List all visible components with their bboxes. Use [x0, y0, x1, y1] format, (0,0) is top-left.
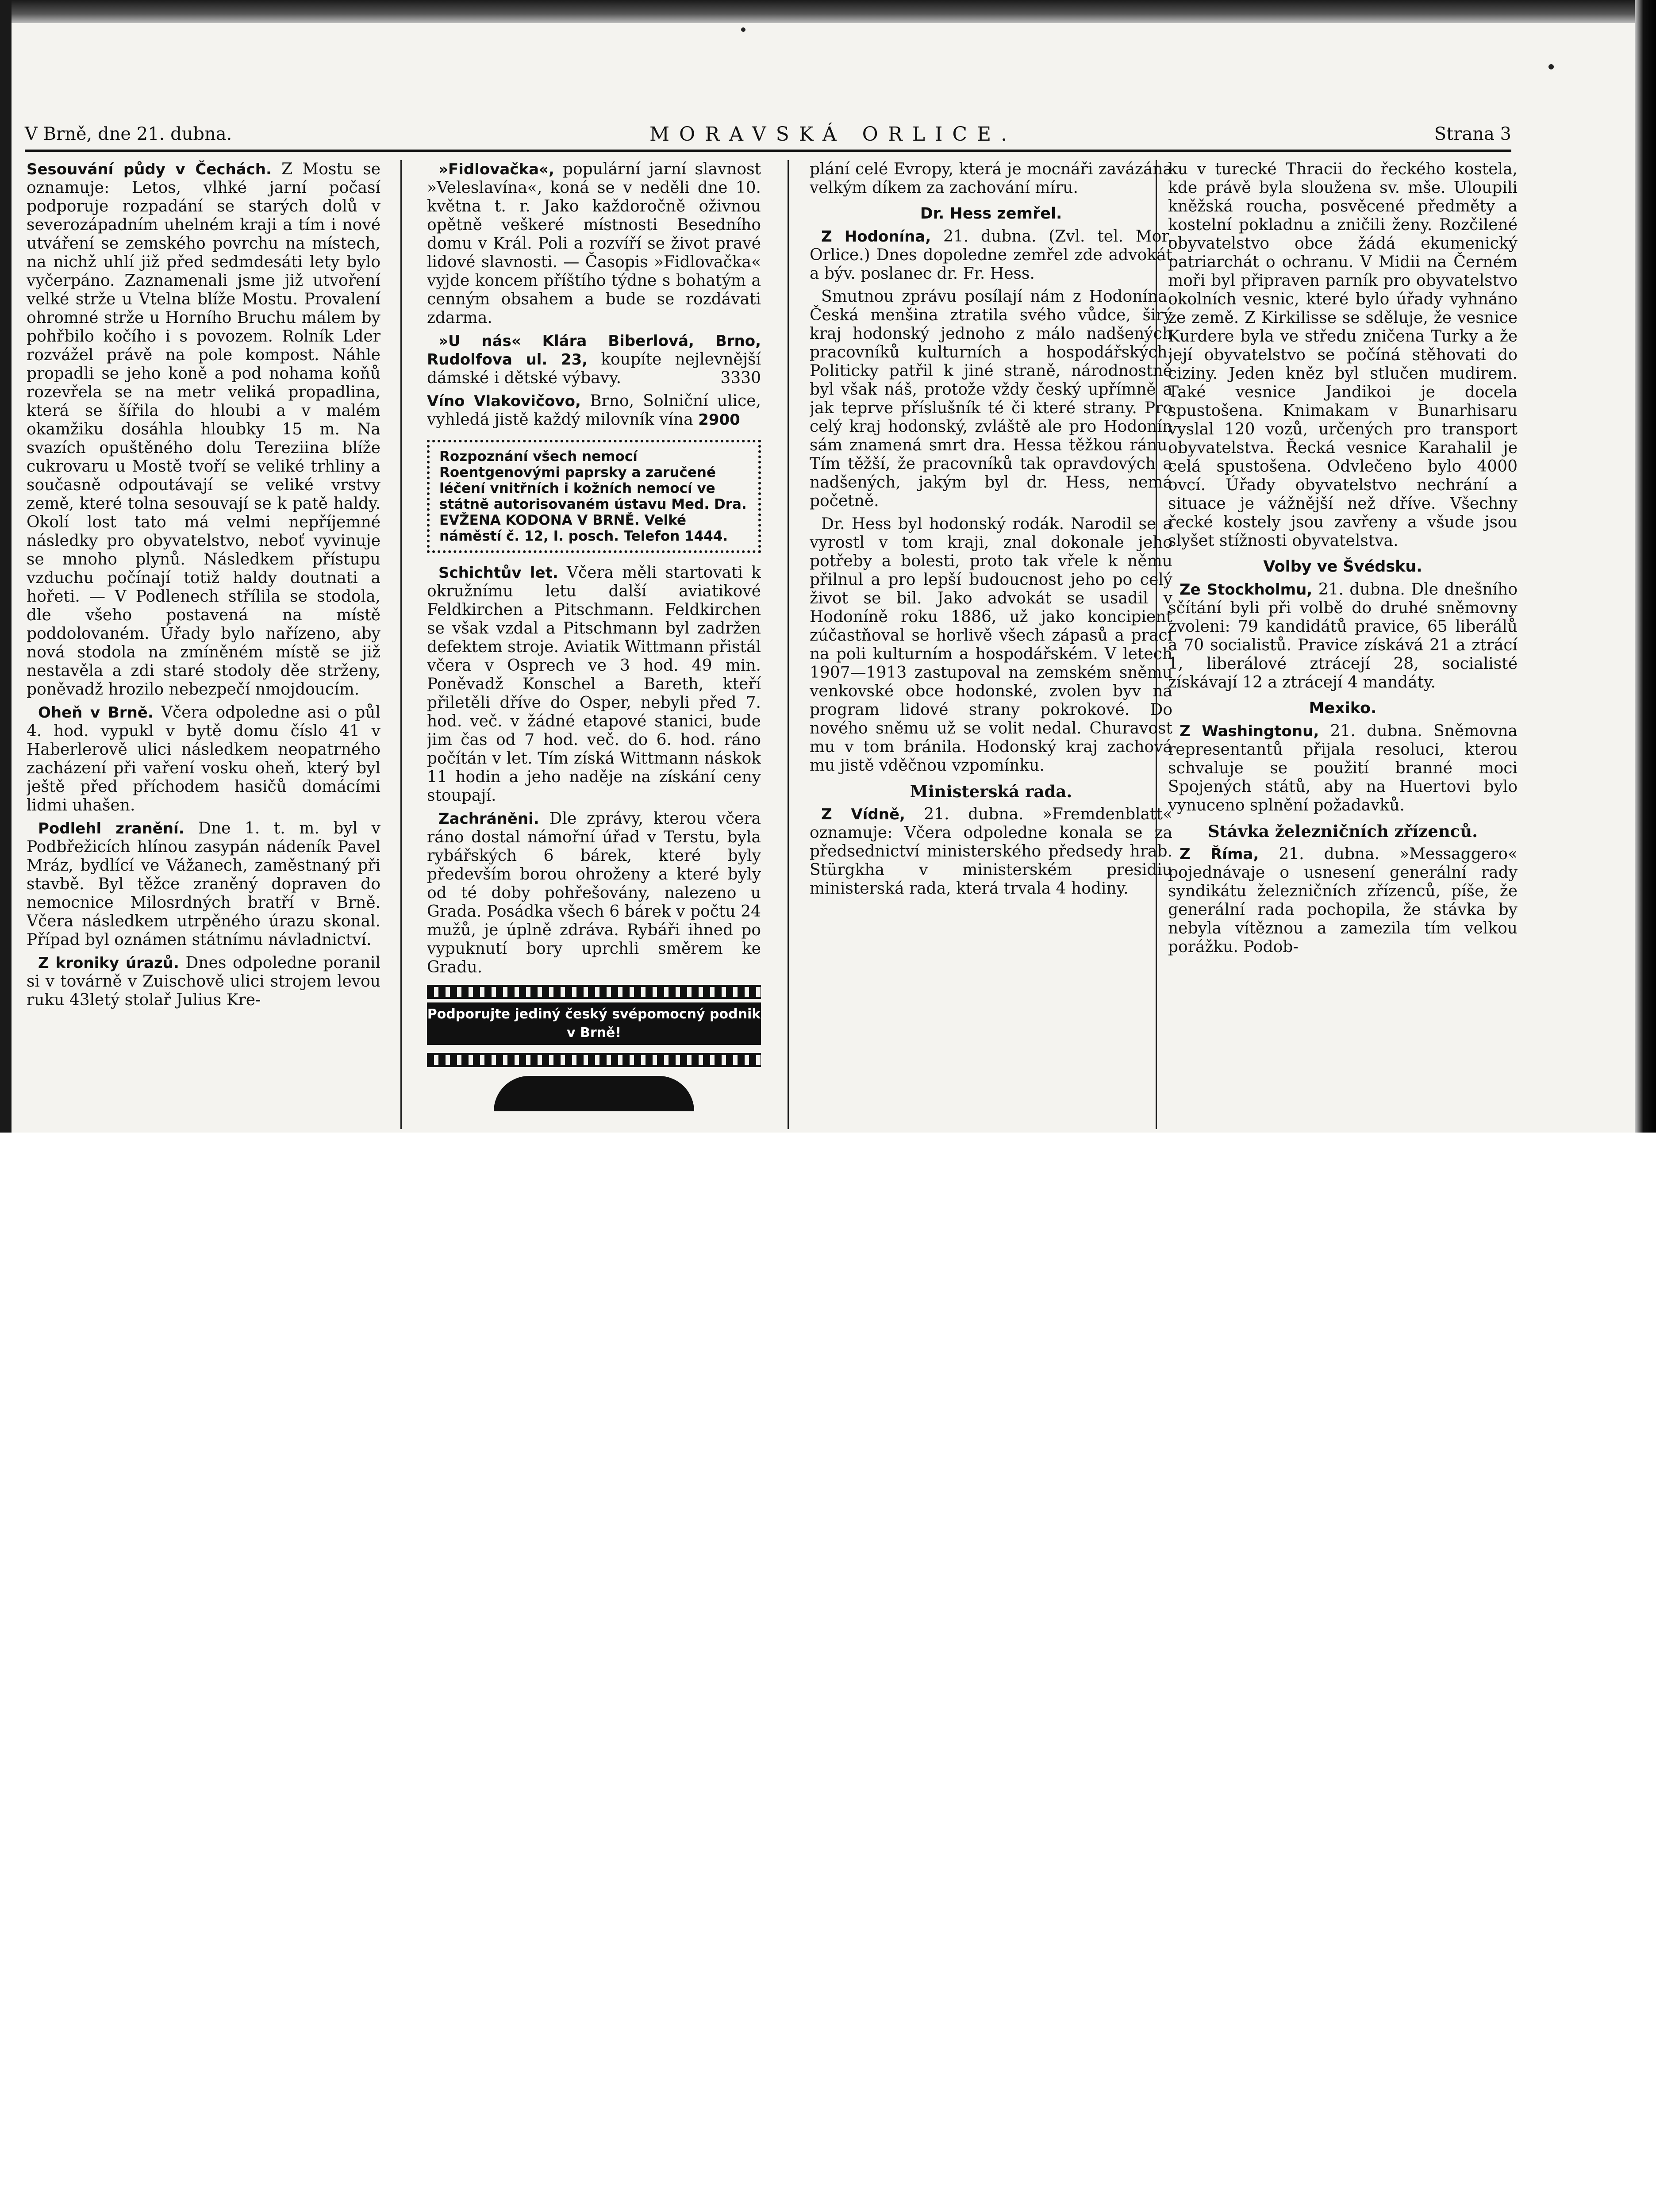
dust-speck	[1548, 64, 1554, 69]
article-hess-biography: Dr. Hess byl hodonský rodák. Narodil se a vyrostl v tom kraji, znal dokonale jeho potřeby a bolesti, proto tak vřele k němu přilnul a pro lepší budoucnost jeho po celý život se bil. Jako advokát se usadil v Hodoníně roku 1886, už jako koncipient zúčastňoval se horlivě všech zápasů a prací na poli kulturním a hospodářském. V letech 1907—1913 zastupoval na zemském sněmu venkovské obce hodonské, zvolen byv na program lidové strany pokrokové. Do nového sněmu už se volit nedal. Churavost mu v tom bránila. Hodonský kraj zachová mu jistě vděčnou vzpomínku.	[810, 515, 1172, 775]
article-mexico: Z Washingtonu, 21. dubna. Sněmovna representantů přijala resoluci, kterou schvaluje se použití branné moci Spojených států, aby na Huertovi bylo vynuceno splnění požadavků.	[1168, 722, 1518, 814]
scan-right-edge	[1635, 0, 1656, 1133]
ornament-border	[427, 985, 761, 999]
article-fidlovacka: »Fidlovačka«, populární jarní slavnost »Veleslavína«, koná se v neděli dne 10. května t. r. Jako každoročně oživnou opětně veškeré místnosti Besedního domu v Král. Poli a rozvíří se život pravé lidové slavnosti. — Časopis »Fidlovačka« vyjde koncem příštího týdne s bohatým a cenným obsahem a bude se rozdávati zdarma.	[427, 160, 761, 327]
article-ministers: Z Vídně, 21. dubna. »Fremdenblatt« oznamuje: Včera odpoledne konala se za předsednictví ministerského předsedy hrab. Stürgkha v ministerském presidiu ministerská rada, která trvala 4 hodiny.	[810, 805, 1172, 898]
article-continued: plání celé Evropy, která je mocnáři zavázána velkým díkem za zachování míru.	[810, 160, 1172, 197]
headline-sweden: Volby ve Švédsku.	[1263, 558, 1422, 576]
ad-roentgen-box: Rozpoznání všech nemocí Roentgenovými paprsky a zaručené léčení vnitřních i kožních nemocí ve státně autorisovaném ústavu Med. Dra. EVŽENA KODONA V BRNĚ. Velké náměstí č. 12, I. posch. Telefon 1444.	[427, 440, 761, 553]
headline-railway-strike: Stávka železničních zřízenců.	[1207, 822, 1478, 841]
headline-hess: Dr. Hess zemřel.	[920, 205, 1062, 223]
ad-wine: Víno Vlakovičovo, Brno, Solniční ulice, vyhledá jistě každý milovník vína 2900	[427, 392, 761, 429]
article-railway-strike: Z Říma, 21. dubna. »Messaggero« pojednávaje o usnesení generální rady syndikátu železničních zřízenců, píše, že generální rada pochopila, že stávka by nebyla vítěznou a zamezila tím velkou porážku. Podob-	[1168, 845, 1518, 956]
article-thrace: ku v turecké Thracii do řeckého kostela, kde právě byla sloužena sv. mše. Uloupili kněžská roucha, posvěcené předměty a kostelní pokladnu a zničili ženy. Rozčilené obyvatelstvo obce žádá ekumenický patriarchát o ochranu. V Midii na Černém moři byl připraven parník pro obyvatelstvo okolních vesnic, které bylo úřady vyhnáno ze země. Z Kirkilisse se sděluje, že vesnice Kurdere byla ve středu zničena Turky a že její obyvatelstvo se počíná stěhovati do ciziny. Jeden kněz byl stlučen mudirem. Také vesnice Jandikoi je docela spustošena. Knimakam v Bunarhisaru vyslal 120 vozů, určených pro transport obyvatelstva. Řecká vesnice Karahalil je celá spustošena. Odvlečeno bylo 4000 ovcí. Úřady obyvatelstvo nechrání a situace je vážnější než dříve. Všechny řecké kostely jsou zavřeny a všude jsou slyšet stížnosti obyvatelstva.	[1168, 160, 1518, 550]
ad-large-lettering	[494, 1076, 694, 1111]
scan-left-edge	[0, 0, 12, 1133]
article-injury-death: Podlehl zranění. Dne 1. t. m. byl v Podbřežicích hlínou zasypán nádeník Pavel Mráz, bydlící ve Vážanech, zaměstnaný při stavbě. Byl těžce zraněný dopraven do nemocnice Milosrdných bratří v Brně. Včera následkem utrpěného úrazu skonal. Případ byl oznámen státnímu návladnictví.	[27, 819, 380, 949]
ornament-border	[427, 1053, 761, 1067]
article-accidents: Z kroniky úrazů. Dnes odpoledne poranil si v továrně v Zuischově ulici strojem levou ruku 43letý stolař Julius Kre-	[27, 954, 380, 1009]
column-2	[427, 160, 761, 1129]
article-fire-brno: Oheň v Brně. Včera odpoledne asi o půl 4. hod. vypukl v bytě domu číslo 41 v Haberlerově ulici následkem neopatrného zacházení při vaření vosku oheň, který byl ještě před příchodem hasičů domácími lidmi uhašen.	[27, 703, 380, 814]
header-date: V Brně, dne 21. dubna.	[25, 124, 232, 144]
column-1	[27, 160, 380, 1129]
column-4	[1168, 160, 1518, 1129]
article-landslides: Sesouvání půdy v Čechách. Z Mostu se oznamuje: Letos, vlhké jarní počasí podporuje rozpadání se starých dolů v severozápadním uhelném kraji a tím i nové utváření se zemského povrchu na místech, na nichž uhlí již před sedmdesáti lety bylo vyčerpáno. Zaznamenali jsme již utvoření velké strže u Vtelna blíže Mostu. Provalení ohromné strže u Horního Bruchu málem by pohřbilo kočího i s povozem. Rolník Lder rozvážel právě na pole kompost. Náhle propadli se jeho koně a pod nohama koňů rozevřela se na metr veliká propadlina, která se šířila do hloubi a v malém okamžiku dosáhla hloubky 15 m. Na svazích opuštěného dolu Tereziina blíže cukrovaru u Mostě tvoří se veliké trhliny a současně odpoutávají se veliké vrstvy země, které tolna sesouvají se k patě haldy. Okolí lost tato má velmi nepříjemné následky pro obyvatelstvo, neboť vyvinuje se mnoho plynů. Následkem přístupu vzduchu počínají totiž haldy doutnati a hořeti. — V Podlenech střílila se stodola, dle všeho postavená na místě poddolovaném. Úřady bylo nařízeno, aby nová stodola na zmíněném místě se již nestavěla a zdi staré stodoly děe strženy, poněvadž hrozilo nebezpečí nmojdoucím.	[27, 160, 380, 699]
masthead: MORAVSKÁ ORLICE.	[649, 123, 1017, 146]
column-rule	[788, 160, 789, 1129]
ad-banner: Podporujte jediný český svépomocný podnik v Brně!	[427, 1002, 761, 1045]
article-sweden: Ze Stockholmu, 21. dubna. Dle dnešního sčítání byli při volbě do druhé sněmovny zvoleni: 79 kandidátů pravice, 65 liberálů a 70 socialistů. Pravice získává 21 a ztrácí 1, liberálové ztrácejí 28, socialisté získávají 12 a ztrácejí 4 mandáty.	[1168, 580, 1518, 691]
headline-ministers: Ministerská rada.	[910, 782, 1072, 801]
page-header	[25, 119, 1511, 152]
headline-mexico: Mexiko.	[1309, 699, 1377, 717]
article-flight: Schichtův let. Včera měli startovati k okružnímu letu další aviatikové Feldkirchen a Pitschmann. Feldkirchen se však vzdal a Pitschmann byl zadržen defektem stroje. Aviatik Wittmann přistál včera v Osprech ve 3 hod. 49 min. Poněvadž Konschel a Bareth, kteří přiletěli dříve do Osper, nebyli před 7. hod. več. v žádné etapové stanici, bude jim čas od 7 hod. več. do 6. hod. ráno počítán v let. Tím získá Wittmann náskok 11 hodin a jeho naděje na získání ceny stoupají.	[427, 564, 761, 805]
ad-biberlova: »U nás« Klára Biberlová, Brno, Rudolfova ul. 23, koupíte nejlevnější dámské i dětské výbavy. 3330	[427, 332, 761, 387]
scan-top-edge	[0, 0, 1656, 23]
column-rule	[400, 160, 402, 1129]
article-hess-telegram: Z Hodonína, 21. dubna. (Zvl. tel. Mor. Orlice.) Dnes dopoledne zemřel zde advokát a býv. poslanec dr. Fr. Hess.	[810, 227, 1172, 283]
page-number: Strana 3	[1434, 124, 1511, 144]
article-rescue: Zachráněni. Dle zprávy, kterou včera ráno dostal námořní úřad v Terstu, byla rybářských 6 bárek, které byly především borou ohroženy a které byly od té doby pohřešovány, nalezeno u Grada. Posádka všech 6 bárek v počtu 24 mužů, je úplně zdráva. Rybáři ihned po vypuknutí bory uprchli směrem ke Gradu.	[427, 810, 761, 976]
dust-speck	[741, 27, 745, 32]
column-3	[810, 160, 1172, 1129]
article-hess-obituary: Smutnou zprávu posílají nám z Hodonína. Česká menšina ztratila svého vůdce, širý kraj hodonský jednoho z málo nadšených pracovníků kulturních a hospodářských. Politicky patřil k jiné straně, národnostně byl však náš, protože vždy český upřímně a jak teprve příslušník té či které strany. Pro celý kraj hodonský, zvláště ale pro Hodonín sám znamená smrt dra. Hessa těžkou ránu. Tím těžší, že pracovníků tak opravdových a nadšených, jakým byl dr. Hess, nemá početně.	[810, 288, 1172, 510]
